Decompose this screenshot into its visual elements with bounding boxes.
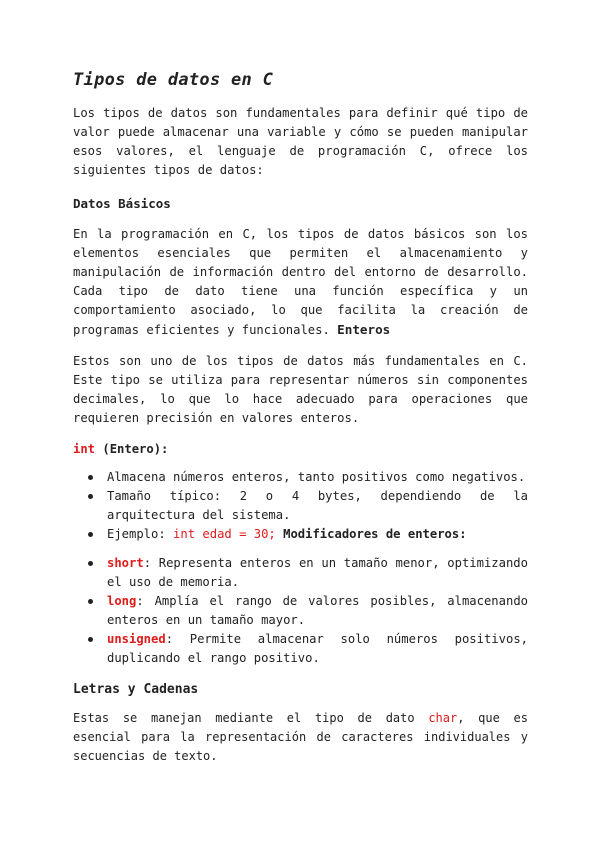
heading-letras-cadenas: Letras y Cadenas: [73, 682, 199, 697]
letras-paragraph: [73, 709, 528, 766]
list-item-unsigned: [107, 630, 528, 668]
list-item-example: [107, 525, 528, 544]
short-text: : Representa enteros en un tamaño menor, optimizando el uso de memoria.: [107, 556, 528, 589]
modifiers-list: [73, 554, 528, 668]
heading-enteros: Enteros: [337, 322, 391, 337]
int-label: (Entero):: [102, 442, 169, 456]
letras-text-after: , que es esencial para la representación de caracteres individuales y secuencias de texto.: [73, 711, 529, 763]
int-keyword: int: [73, 442, 96, 456]
letras-text-before: Estas se manejan mediante el tipo de dato: [73, 711, 429, 725]
basic-text: En la programación en C, los tipos de datos básicos son los elementos esenciales que permiten el almacenamiento y manipulación de información dentro del entorno de desarrollo. Cada tipo de dato tiene una función específica y un comportamiento asociado, lo que facilita la creación de programas eficientes y funcionales.: [73, 227, 528, 337]
list-item: Tamaño típico: 2 o 4 bytes, dependiendo de la arquitectura del sistema.: [107, 487, 528, 525]
example-code: int edad = 30;: [173, 527, 276, 541]
char-keyword: char: [428, 711, 458, 725]
page-title: Tipos de datos en C: [73, 70, 274, 90]
short-keyword: short: [107, 556, 144, 570]
int-bullet-list: [73, 468, 528, 544]
int-heading: [73, 442, 528, 456]
intro-paragraph: Los tipos de datos son fundamentales para definir qué tipo de valor puede almacenar una variable y cómo se pueden manipular esos valores, el lenguaje de programación C, ofrece los siguientes tipos de datos:: [73, 106, 528, 177]
unsigned-keyword: unsigned: [107, 632, 166, 646]
long-keyword: long: [107, 594, 137, 608]
example-label: Ejemplo:: [107, 527, 166, 541]
list-item: Almacena números enteros, tanto positivos como negativos.: [107, 468, 528, 487]
enteros-paragraph: Estos son uno de los tipos de datos más fundamentales en C. Este tipo se utiliza para representar números sin componentes decimales, lo que lo hace adecuado para operaciones que requieren precisión en valores enteros.: [73, 354, 528, 425]
document-page: [73, 70, 528, 766]
long-text: : Amplía el rango de valores posibles, almacenando enteros en un tamaño mayor.: [107, 594, 528, 627]
basic-paragraph: [73, 225, 528, 340]
heading-datos-basicos: Datos Básicos: [73, 196, 171, 211]
list-item-short: [107, 554, 528, 592]
modifiers-heading: Modificadores de enteros:: [283, 527, 467, 541]
list-item-long: [107, 592, 528, 630]
unsigned-text: : Permite almacenar solo números positivos, duplicando el rango positivo.: [107, 632, 528, 665]
